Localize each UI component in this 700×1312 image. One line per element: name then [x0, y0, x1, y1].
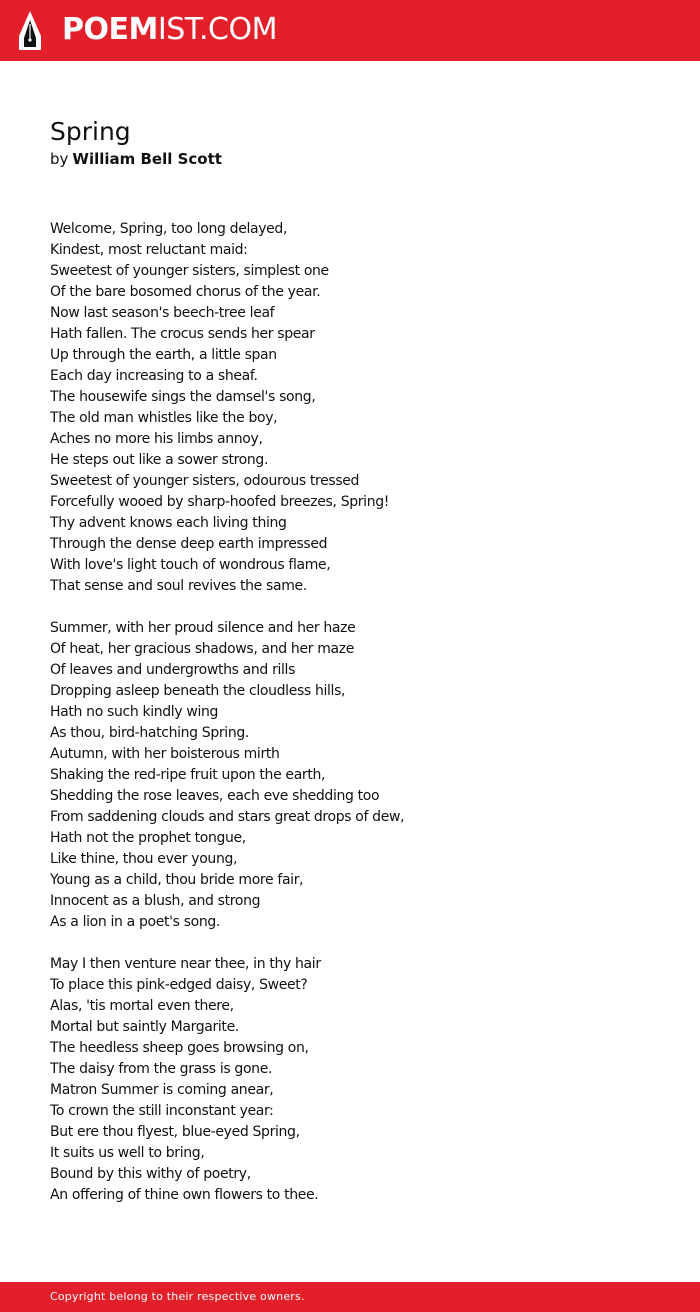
poem-line: Of leaves and undergrowths and rills: [50, 662, 296, 678]
poem-line: An offering of thine own flowers to thee.: [50, 1187, 319, 1203]
poem-line: Hath no such kindly wing: [50, 704, 219, 720]
poem-line: Of heat, her gracious shadows, and her maze: [50, 641, 354, 657]
poem-line: Up through the earth, a little span: [50, 347, 277, 363]
poem-line: Alas, 'tis mortal even there,: [50, 998, 234, 1014]
poem-line: As a lion in a poet's song.: [50, 914, 221, 930]
poem-line: Young as a child, thou bride more fair,: [50, 872, 304, 888]
poem-line: Hath not the prophet tongue,: [50, 830, 246, 846]
poem-title: Spring: [50, 117, 131, 146]
poem-line: Forcefully wooed by sharp-hoofed breezes, Spring!: [50, 494, 390, 510]
poem-line: Each day increasing to a sheaf.: [50, 368, 258, 384]
poem-line: The old man whistles like the boy,: [50, 410, 278, 426]
poem-stanza: [50, 219, 670, 597]
poem-line: The heedless sheep goes browsing on,: [50, 1040, 309, 1056]
poem-line: Innocent as a blush, and strong: [50, 893, 261, 909]
poem-line: Thy advent knows each living thing: [50, 515, 287, 531]
poem-line: Now last season's beech-tree leaf: [50, 305, 275, 321]
poem-line: Bound by this withy of poetry,: [50, 1166, 251, 1182]
poem-line: To crown the still inconstant year:: [50, 1103, 274, 1119]
poem-line: But ere thou flyest, blue-eyed Spring,: [50, 1124, 300, 1140]
poem-line: Shedding the rose leaves, each eve shedding too: [50, 788, 380, 804]
poem-line: He steps out like a sower strong.: [50, 452, 269, 468]
poem-line: Of the bare bosomed chorus of the year.: [50, 284, 321, 300]
site-footer: [0, 1282, 700, 1312]
poem-line: From saddening clouds and stars great drops of dew,: [50, 809, 405, 825]
poem-line: Matron Summer is coming anear,: [50, 1082, 274, 1098]
copyright-notice: Copyright belong to their respective owners.: [50, 1290, 305, 1303]
poem-line: Through the dense deep earth impressed: [50, 536, 328, 552]
poem-line: It suits us well to bring,: [50, 1145, 205, 1161]
poem-line: The daisy from the grass is gone.: [50, 1061, 273, 1077]
poem-line: Kindest, most reluctant maid:: [50, 242, 248, 258]
poem-line: May I then venture near thee, in thy hair: [50, 956, 321, 972]
poem-line: Summer, with her proud silence and her haze: [50, 620, 356, 636]
poem-body: [50, 219, 670, 1227]
poem-stanza: [50, 954, 670, 1206]
poem-stanza: [50, 618, 670, 933]
site-header: [0, 0, 700, 61]
pen-nib-icon[interactable]: [18, 10, 42, 52]
poem-line: Welcome, Spring, too long delayed,: [50, 221, 288, 237]
poem-line: Shaking the red-ripe fruit upon the earth,: [50, 767, 326, 783]
poem-line: The housewife sings the damsel's song,: [50, 389, 316, 405]
by-label: by: [50, 150, 69, 168]
site-logo-link[interactable]: [62, 11, 277, 49]
poem-line: As thou, bird-hatching Spring.: [50, 725, 249, 741]
poem-line: Like thine, thou ever young,: [50, 851, 238, 867]
poem-line: Sweetest of younger sisters, simplest one: [50, 263, 329, 279]
poem-line: Aches no more his limbs annoy,: [50, 431, 263, 447]
author-name: William Bell Scott: [72, 150, 222, 168]
poem-line: Dropping asleep beneath the cloudless hills,: [50, 683, 346, 699]
brand-name-bold: POEM: [62, 12, 158, 47]
poem-line: Sweetest of younger sisters, odourous tressed: [50, 473, 360, 489]
brand-name-light: IST.COM: [157, 12, 277, 47]
poem-line: That sense and soul revives the same.: [50, 578, 307, 594]
poem-line: Mortal but saintly Margarite.: [50, 1019, 239, 1035]
byline: [50, 149, 222, 169]
poem-line: Autumn, with her boisterous mirth: [50, 746, 280, 762]
poem-line: To place this pink-edged daisy, Sweet?: [50, 977, 308, 993]
poem-line: With love's light touch of wondrous flame,: [50, 557, 331, 573]
poem-line: Hath fallen. The crocus sends her spear: [50, 326, 315, 342]
